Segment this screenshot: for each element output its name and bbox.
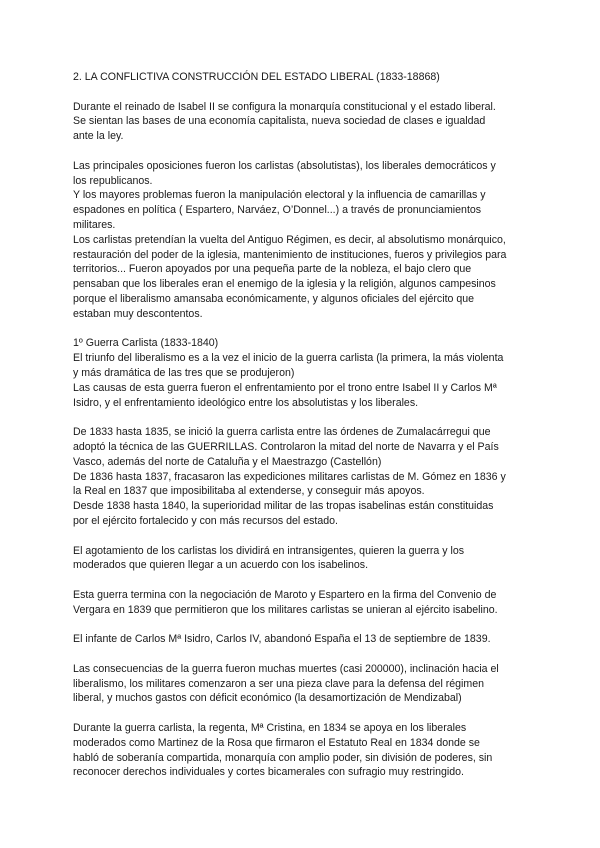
text-line: moderados que quieren llegar a un acuerdo con los isabelinos. [73, 559, 369, 572]
paragraph [73, 100, 533, 144]
text-line: restauración del poder de la iglesia, mantenimiento de instituciones, fueros y privilegios para [73, 248, 507, 261]
text-line: liberal, y muchos gastos con déficit económico (la desamortización de Mendizabal) [73, 692, 462, 705]
text-line: De 1836 hasta 1837, fracasaron las expediciones militares carlistas de M. Gómez en 1836 y [73, 470, 506, 483]
document-body [73, 70, 533, 795]
text-line: De 1833 hasta 1835, se inició la guerra carlista entre las órdenes de Zumalacárregui que [73, 426, 491, 439]
text-line: 1º Guerra Carlista (1833-1840) [73, 337, 219, 350]
text-line: estaban muy descontentos. [73, 307, 203, 320]
text-line: Las consecuencias de la guerra fueron muchas muertes (casi 200000), inclinación hacia el [73, 662, 499, 675]
text-line: El infante de Carlos Mª Isidro, Carlos IV, abandonó España el 13 de septiembre de 1839. [73, 633, 491, 646]
text-line: liberalismo, los militares comenzaron a ser una pieza clave para la defensa del régimen [73, 677, 485, 690]
paragraph [73, 336, 533, 410]
text-line: porque el liberalismo amansaba económicamente, y algunos oficiales del ejército que [73, 292, 475, 305]
text-line: Los carlistas pretendían la vuelta del Antiguo Régimen, es decir, al absolutismo monárquico, [73, 233, 506, 246]
text-line: y más dramática de las tres que se produjeron) [73, 366, 295, 379]
text-line: los republicanos. [73, 174, 153, 187]
paragraph [73, 662, 533, 706]
paragraph [73, 159, 533, 322]
text-line: militares. [73, 218, 116, 231]
text-line: Vergara en 1839 que permitieron que los militares carlistas se unieran al ejército isabelino. [73, 603, 498, 616]
text-line: Se sientan las bases de una economía capitalista, nueva sociedad de clases e igualdad [73, 115, 486, 128]
text-line: reconocer derechos individuales y cortes bicamerales con sufragio muy restringido. [73, 766, 464, 779]
text-line: Isidro, y el enfrentamiento ideológico entre los absolutistas y los liberales. [73, 396, 419, 409]
text-line: adoptó la técnica de las GUERRILLAS. Controlaron la mitad del norte de Navarra y el País [73, 440, 499, 453]
text-line: Durante el reinado de Isabel II se configura la monarquía constitucional y el estado liberal. [73, 100, 496, 113]
text-line: por el ejército fortalecido y con más recursos del estado. [73, 514, 338, 527]
text-line: Vasco, además del norte de Cataluña y el Maestrazgo (Castellón) [73, 455, 382, 468]
text-line: Y los mayores problemas fueron la manipulación electoral y la influencia de camarillas y [73, 189, 486, 202]
text-line: El agotamiento de los carlistas los dividirá en intransigentes, quieren la guerra y los [73, 544, 465, 557]
paragraph-list [73, 100, 533, 781]
document-title [73, 70, 533, 85]
text-line: Durante la guerra carlista, la regenta, Mª Cristina, en 1834 se apoya en los liberales [73, 722, 467, 735]
text-line: moderados como Martinez de la Rosa que firmaron el Estatuto Real en 1834 donde se [73, 736, 480, 749]
paragraph [73, 588, 533, 618]
text-line: El triunfo del liberalismo es a la vez el inicio de la guerra carlista (la primera, la más violenta [73, 352, 504, 365]
paragraph [73, 721, 533, 780]
text-line: ante la ley. [73, 130, 124, 143]
text-line: espadones en política ( Espartero, Narváez, O’Donnel...) a través de pronunciamientos [73, 204, 482, 217]
paragraph [73, 425, 533, 529]
text-line: pensaban que los liberales eran el enemigo de la iglesia y la religión, algunos campesinos [73, 278, 496, 291]
text-line: Las causas de esta guerra fueron el enfrentamiento por el trono entre Isabel II y Carlos Mª [73, 381, 497, 394]
text-line: territorios... Fueron apoyados por una pequeña parte de la nobleza, el bajo clero que [73, 263, 472, 276]
paragraph [73, 544, 533, 574]
text-line: Las principales oposiciones fueron los carlistas (absolutistas), los liberales democráticos y [73, 159, 496, 172]
paragraph [73, 632, 533, 647]
text-line: habló de soberanía compartida, monarquía con amplio poder, sin división de poderes, sin [73, 751, 493, 764]
title-line: 2. LA CONFLICTIVA CONSTRUCCIÓN DEL ESTADO LIBERAL (1833-18868) [73, 71, 440, 83]
text-line: Esta guerra termina con la negociación de Maroto y Espartero en la firma del Convenio de [73, 588, 497, 601]
text-line: Desde 1838 hasta 1840, la superioridad militar de las tropas isabelinas están constituidas [73, 500, 494, 513]
text-line: la Real en 1837 que imposibilitaba al extenderse, y conseguir más apoyos. [73, 485, 425, 498]
